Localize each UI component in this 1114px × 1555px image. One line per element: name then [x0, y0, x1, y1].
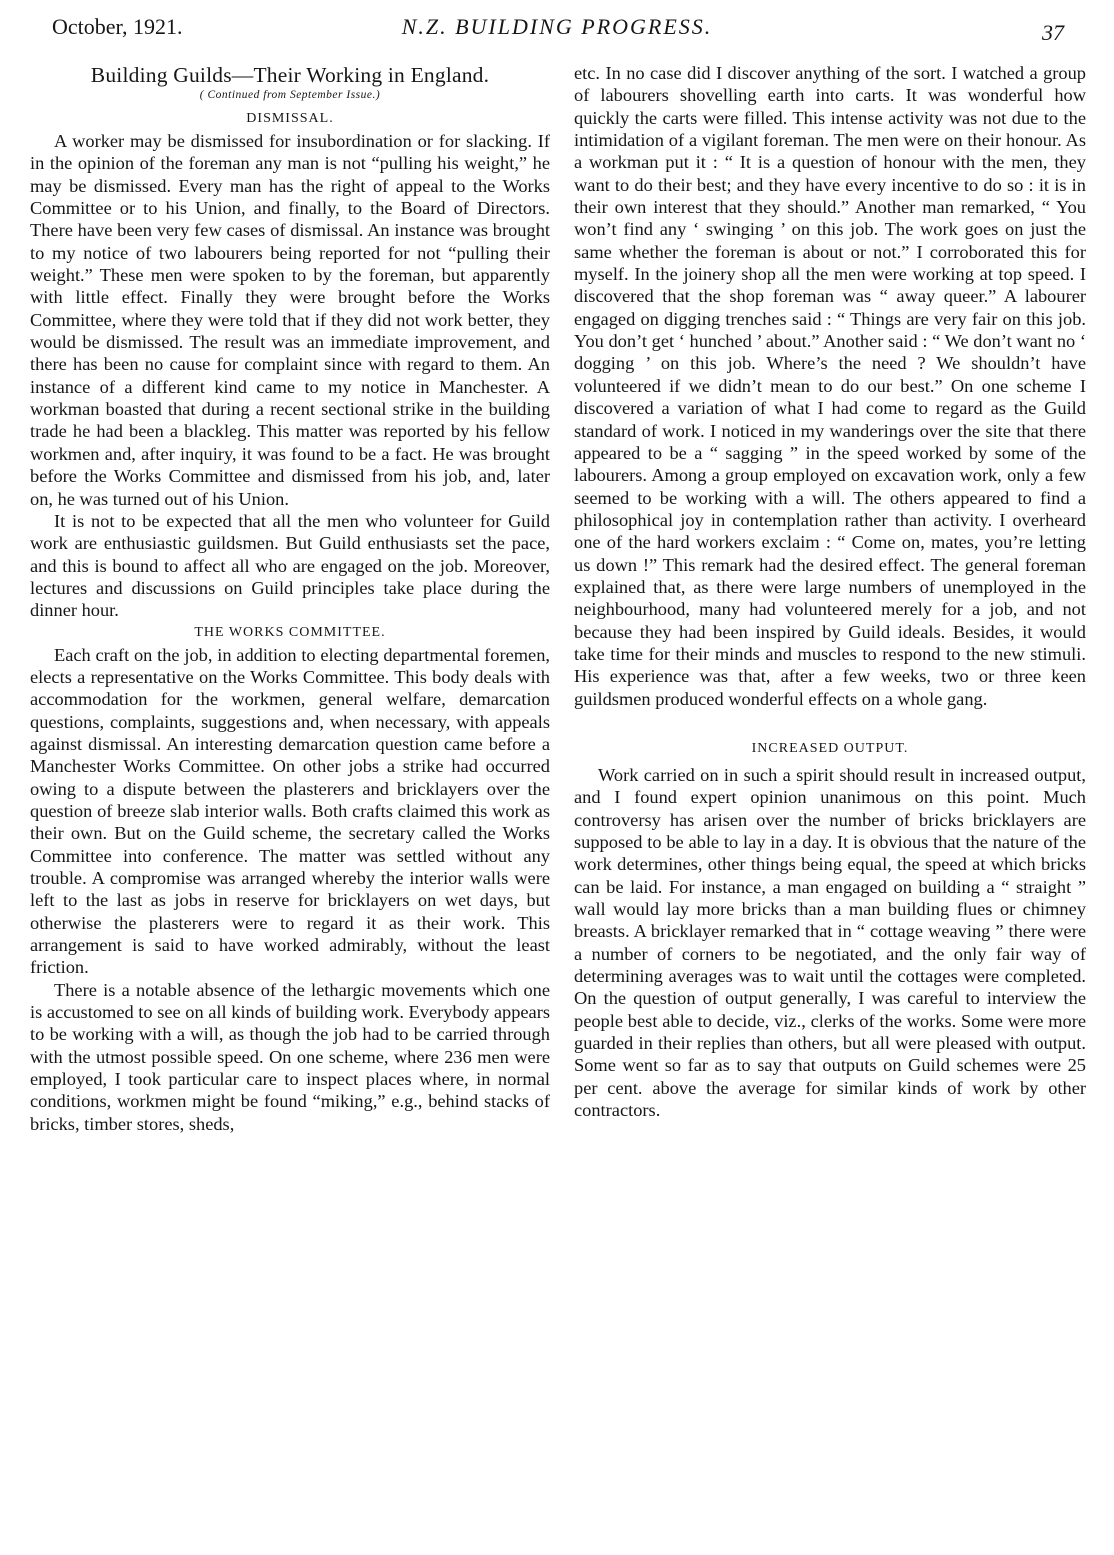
- page-number: 37: [1042, 20, 1064, 45]
- paragraph: A worker may be dismissed for insubordination or for slacking. If in the opinion of the foreman any man is not “pulling his weight,” he may be dismissed. Every man has the right of appeal to the Works Committee or to his Union, and finally, to the Board of Directors. There have been very few cases of dismissal. An instance was brought to my notice of two labourers being reported for not “pulling their weight.” These men were spoken to by the foreman, but apparently with little effect. Finally they were brought before the Works Committee, where they were told that if they did not work better, they would be dismissed. The result was an immediate improvement, and there has been no cause for complaint since with regard to them. An instance of a different kind came to my notice in Manchester. A workman boasted that during a recent sectional strike in the building trade he had been a blackleg. This matter was reported by his fellow workmen and, after inquiry, it was found to be a fact. He was brought before the Works Committee and dismissed from his job, and, later on, he was turned out of his Union.: [30, 131, 550, 509]
- paragraph: Each craft on the job, in addition to electing departmental foremen, elects a representative on the Works Committee. This body deals with accommodation for the workmen, general welfare, demarcation questions, complaints, suggestions and, when necessary, with appeals against dismissal. An interesting demarcation question came before a Manchester Works Committee. On other jobs a strike had occurred owing to a dispute between the plasterers and bricklayers over the question of breeze slab interior walls. Both crafts claimed this work as their own. But on the Guild scheme, the secretary called the Works Committee into conference. The matter was settled without any trouble. A compromise was arranged whereby the interior walls were left to the last as jobs in reserve for bricklayers on wet days, but otherwise the plasterers were to regard it as their work. This arrangement is said to have worked admirably, without the least friction.: [30, 644, 550, 978]
- paragraph: There is a notable absence of the lethargic movements which one is accustomed to see on all kinds of building work. Everybody appears to be working with a will, as though the job had to be carried through with the utmost possible speed. On one scheme, where 236 men were employed, I took particular care to inspect places where, in normal conditions, workmen might be found “miking,” e.g., behind stacks of bricks, timber stores, sheds,: [30, 979, 550, 1134]
- right-column: [574, 62, 1086, 1121]
- publication-title: N.Z. BUILDING PROGRESS.: [401, 14, 713, 39]
- section-heading-dismissal: DISMISSAL.: [246, 111, 334, 126]
- running-header: [0, 0, 1114, 50]
- section-heading-works-committee: THE WORKS COMMITTEE.: [194, 624, 386, 640]
- paragraph: Work carried on in such a spirit should result in increased output, and I found expert opinion unanimous on this point. Much controversy has arisen over the number of bricks bricklayers are supposed to be able to lay in a day. It is obvious that the nature of the work determines, other things being equal, the speed at which bricks can be laid. For instance, a man engaged on building a “ straight ” wall would lay more bricks than a man building flues or chimney breasts. A bricklayer remarked that in “ cottage weaving ” there were a number of corners to be negotiated, and the only fair way of determining averages was to wait until the cottages were completed. On the question of output generally, I was careful to interview the people best able to decide, viz., clerks of the works. Some were more guarded in their replies than others, but all were pleased with output. Some went so far as to say that outputs on Guild schemes were 25 per cent. above the average for similar kinds of work by other contractors.: [574, 764, 1086, 1121]
- issue-date: October, 1921.: [52, 14, 183, 39]
- section-heading-increased-output: INCREASED OUTPUT.: [751, 740, 909, 756]
- article-title: Building Guilds—Their Working in England.: [90, 63, 490, 87]
- paragraph: It is not to be expected that all the men who volunteer for Guild work are enthusiastic guildsmen. But Guild enthusiasts set the pace, and this is bound to affect all who are engaged on the job. Moreover, lectures and discussions on Guild principles take place during the dinner hour.: [30, 510, 550, 621]
- continued-note: ( Continued from September Issue.): [199, 89, 381, 101]
- paragraph: etc. In no case did I discover anything of the sort. I watched a group of labourers shovelling earth into carts. It was wonderful how quickly the carts were filled. This intense activity was not due to the intimidation of a vigilant foreman. The men were on their honour. As a workman put it : “ It is a question of honour with the men, they want to do their best; and they have every incentive to do so : it is in their own interest that they should.” Another man remarked, “ You won’t find any ‘ swinging ’ on this job. The work goes on just the same whether the foreman is about or not.” I corroborated this for myself. In the joinery shop all the men were working at top speed. I discovered that the shop foreman was “ away queer.” A labourer engaged on digging trenches said : “ Things are very fair on this job. You don’t get ‘ hunched ’ about.” Another said : “ We don’t want no ‘ dogging ’ on this job. Where’s the need ? We shouldn’t have volunteered if we didn’t mean to do our best.” On one scheme I discovered a variation of what I had come to regard as the Guild standard of work. I noticed in my wanderings over the site that there appeared to be a “ sagging ” in the speed worked by some of the labourers. Among a group employed on excavation work, only a few seemed to be working with a will. The others appeared to find a philosophical joy in contemplation rather than activity. I overheard one of the hard workers exclaim : “ Come on, mates, you’re letting us down !” This remark had the desired effect. The general foreman explained that, as there were large numbers of unemployed in the neighbourhood, many had volunteered merely for a job, and not because they had been inspired by Guild ideals. Besides, it would take time for their minds and muscles to respond to the new stimuli. His experience was that, after a few weeks, two or three keen guildsmen produced wonderful effects on a whole gang.: [574, 63, 1086, 709]
- left-column: [30, 62, 550, 1135]
